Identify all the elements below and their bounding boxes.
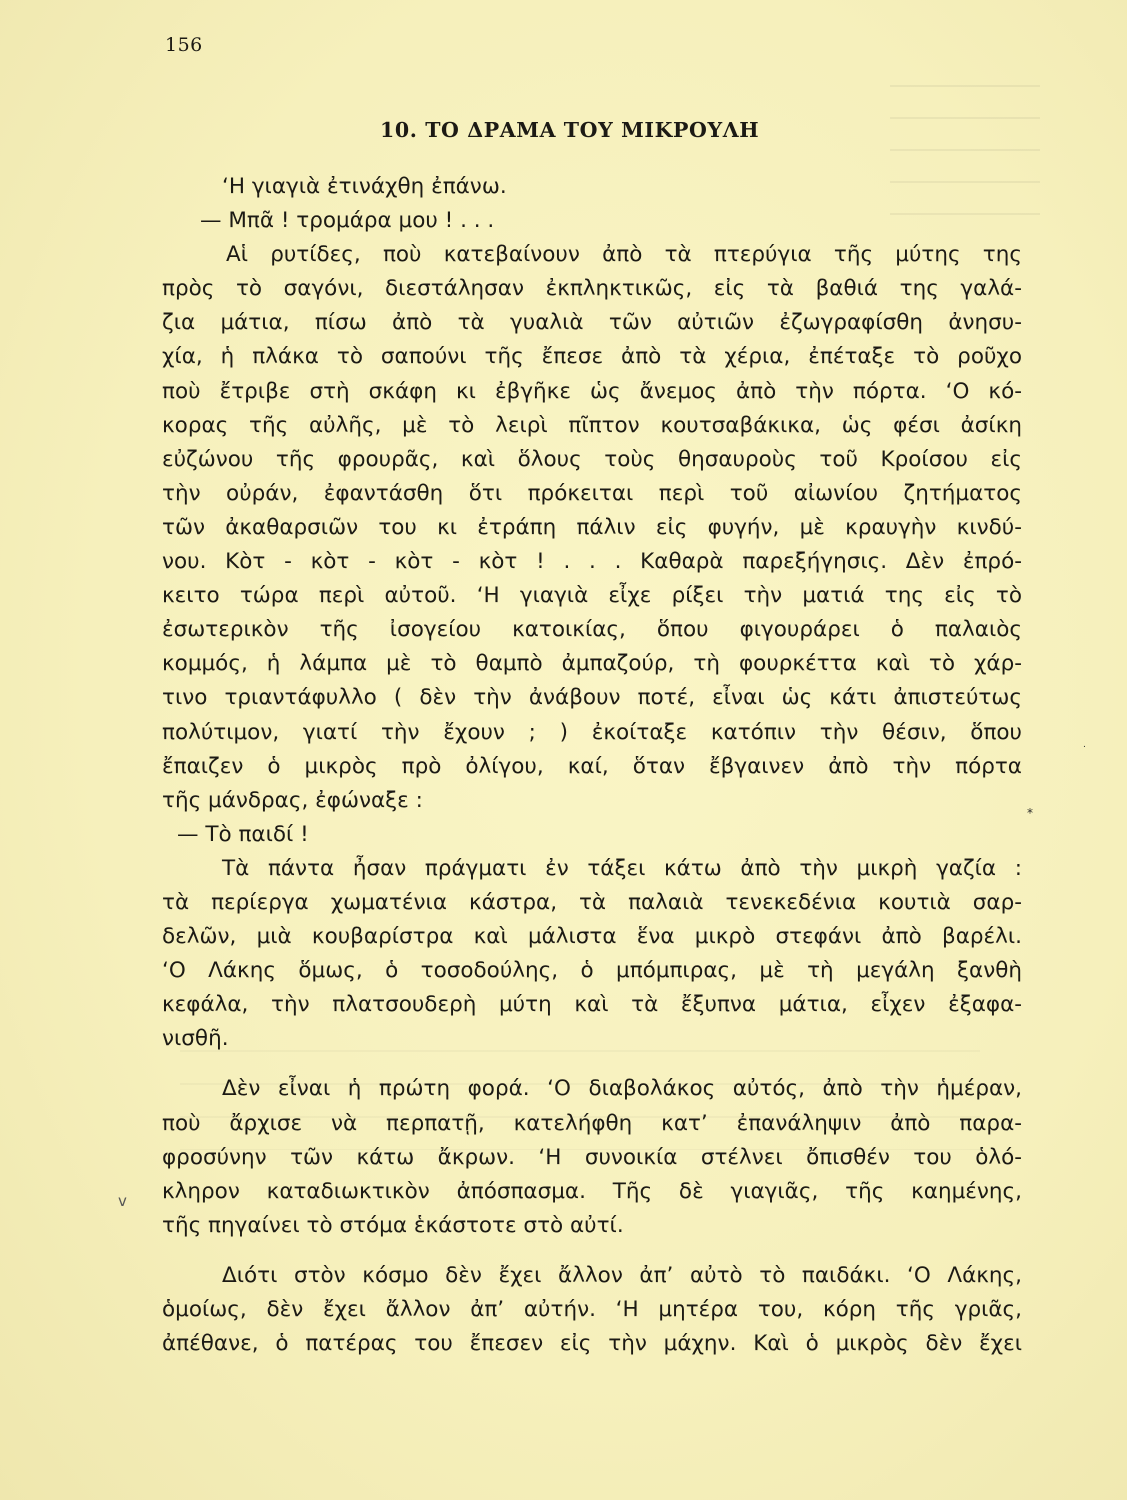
- text-line: Αἱ ρυτίδες, ποὺ κατεβαίνουν ἀπὸ τὰ πτερύγια τῆς μύτης της: [226, 242, 1022, 268]
- text-line: φροσύνην τῶν κάτω ἄκρων. ‘Η συνοικία στέλνει ὄπισθέν του ὁλό-: [162, 1144, 1022, 1170]
- text-line: ‘Η γιαγιὰ ἐτινάχθη ἐπάνω.: [222, 174, 507, 199]
- text-line: νισθῆ.: [162, 1026, 229, 1052]
- text-line: τῶν ἀκαθαρσιῶν του κι ἐτράπη πάλιν εἰς φυγήν, μὲ κραυγὴν κινδύ-: [162, 514, 1022, 540]
- paragraph-gap: [162, 1056, 1022, 1072]
- text-line: πρὸς τὸ σαγόνι, διεστάλησαν ἐκπληκτικῶς, εἰς τὰ βαθιά της γαλά-: [162, 276, 1022, 302]
- text-line: — Τὸ παιδί !: [177, 821, 309, 847]
- text-line: τὰ περίεργα χωματένια κάστρα, τὰ παλαιὰ τενεκεδένια κουτιὰ σαρ-: [162, 889, 1022, 915]
- text-line: χία, ἡ πλάκα τὸ σαπούνι τῆς ἔπεσε ἀπὸ τὰ χέρια, ἐπέταξε τὸ ροῦχο: [162, 344, 1022, 370]
- text-line: ἐσωτερικὸν τῆς ἰσογείου κατοικίας, ὅπου φιγουράρει ὁ παλαιὸς: [162, 617, 1022, 643]
- chapter-title: 10. ΤΟ ΔΡΑΜΑ ΤΟΥ ΜΙΚΡΟΥΛΗ: [380, 118, 760, 142]
- margin-mark: v: [118, 1192, 127, 1210]
- page-number: 156: [165, 34, 203, 56]
- text-line: τῆς μάνδρας, ἐφώναξε :: [162, 787, 423, 813]
- text-line: νου. Κὸτ - κὸτ - κὸτ - κὸτ ! . . . Καθαρὰ παρεξήγησις. Δὲν ἐπρό-: [162, 549, 1022, 575]
- text-line: τινο τριαντάφυλλο ( δὲν τὴν ἀνάβουν ποτέ, εἶναι ὡς κάτι ἀπιστεύτως: [162, 685, 1022, 711]
- paragraph-gap: [162, 1243, 1022, 1259]
- text-line: ἔπαιζεν ὁ μικρὸς πρὸ ὀλίγου, καί, ὅταν ἔβγαινεν ἀπὸ τὴν πόρτα: [162, 753, 1022, 779]
- text-line: κειτο τώρα περὶ αὐτοῦ. ‘Η γιαγιὰ εἶχε ρίξει τὴν ματιά της εἰς τὸ: [162, 583, 1022, 609]
- text-line: — Μπᾶ ! τρομάρα μου ! . . .: [200, 208, 495, 234]
- text-line: πολύτιμον, γιατί τὴν ἔχουν ; ) ἐκοίταξε κατόπιν τὴν θέσιν, ὅπου: [162, 719, 1022, 745]
- margin-mark: .: [1083, 740, 1086, 750]
- body-text: [162, 170, 1022, 1361]
- text-line: κορας τῆς αὐλῆς, μὲ τὸ λειρὶ πῖπτον κουτσαβάκικα, ὡς φέσι ἀσίκη: [162, 412, 1022, 438]
- text-line: ποὺ ἔτριβε στὴ σκάφη κι ἐβγῆκε ὡς ἄνεμος ἀπὸ τὴν πόρτα. ‘Ο κό-: [162, 378, 1022, 404]
- text-line: εὐζώνου τῆς φρουρᾶς, καὶ ὅλους τοὺς θησαυροὺς τοῦ Κροίσου εἰς: [162, 446, 1022, 472]
- margin-mark: *: [1027, 806, 1033, 820]
- text-line: ‘Ο Λάκης ὅμως, ὁ τοσοδούλης, ὁ μπόμπιρας, μὲ τὴ μεγάλη ξανθὴ: [162, 958, 1022, 984]
- text-line: τὴν οὐράν, ἐφαντάσθη ὅτι πρόκειται περὶ τοῦ αἰωνίου ζητήματος: [162, 480, 1022, 506]
- text-line: ζια μάτια, πίσω ἀπὸ τὰ γυαλιὰ τῶν αὐτιῶν ἐζωγραφίσθη ἀνησυ-: [162, 310, 1022, 336]
- text-line: κληρον καταδιωκτικὸν ἀπόσπασμα. Τῆς δὲ γιαγιᾶς, τῆς καημένης,: [162, 1178, 1022, 1204]
- text-line: κεφάλα, τὴν πλατσουδερὴ μύτη καὶ τὰ ἔξυπνα μάτια, εἶχεν ἐξαφα-: [162, 992, 1022, 1018]
- text-line: Διότι στὸν κόσμο δὲν ἔχει ἄλλον ἀπ’ αὐτὸ τὸ παιδάκι. ‘Ο Λάκης,: [222, 1262, 1022, 1288]
- text-line: Δὲν εἶναι ἡ πρώτη φορά. ‘Ο διαβολάκος αὐτός, ἀπὸ τὴν ἡμέραν,: [222, 1076, 1022, 1102]
- text-line: ὁμοίως, δὲν ἔχει ἄλλον ἀπ’ αὐτήν. ‘Η μητέρα του, κόρη τῆς γριᾶς,: [162, 1297, 1022, 1322]
- text-line: ἀπέθανε, ὁ πατέρας του ἔπεσεν εἰς τὴν μάχην. Καὶ ὁ μικρὸς δὲν ἔχει: [162, 1331, 1022, 1357]
- text-line: κομμός, ἡ λάμπα μὲ τὸ θαμπὸ ἀμπαζούρ, τὴ φουρκέττα καὶ τὸ χάρ-: [162, 651, 1022, 677]
- text-line: τῆς πηγαίνει τὸ στόμα ἑκάστοτε στὸ αὐτί.: [162, 1212, 624, 1238]
- text-line: Τὰ πάντα ἦσαν πράγματι ἐν τάξει κάτω ἀπὸ τὴν μικρὴ γαζία :: [222, 855, 1022, 881]
- text-line: δελῶν, μιὰ κουβαρίστρα καὶ μάλιστα ἕνα μικρὸ στεφάνι ἀπὸ βαρέλι.: [162, 924, 1022, 950]
- text-line: ποὺ ἄρχισε νὰ περπατῇ, κατελήφθη κατ’ ἐπανάληψιν ἀπὸ παρα-: [162, 1110, 1022, 1136]
